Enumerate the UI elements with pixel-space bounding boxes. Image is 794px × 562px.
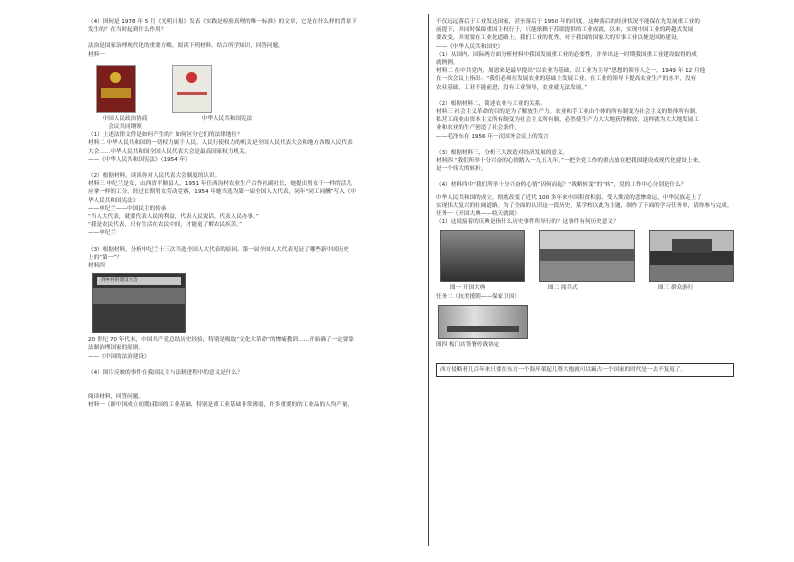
quote-source: ——申纪兰 — [88, 230, 116, 237]
mass-parade-photo — [649, 230, 734, 282]
quote-box — [436, 363, 734, 377]
q3-r: （3）根据材料三，分析三大改造对经济发展的意义。 — [436, 149, 569, 156]
fig1-caption: 图一 开国大典 — [450, 285, 486, 292]
m4r-l2: 是一个伟大的转折。 — [436, 166, 487, 173]
p1-l3: 要改变，并需要在工业化道路上，我们工业的优秀，对于我国的国家大的军事工业以便是国防建设。 — [436, 35, 683, 42]
q3-l1: （3）根据材料，分析申纪兰十三次当选全国人大代表的原因。第一届全国人大代表见证了哪些新中国历史 — [88, 246, 349, 253]
q2-r: （2）根据材料二，简述农业与工业的关系。 — [436, 100, 546, 107]
m3-l1: 材料三 申纪兰是女，山西省平顺县人，1951 年任西沟村农业生产合作社副社长，她提出男女干一样的活儿 — [88, 181, 352, 188]
m4-l2: 法制治理国家的原则。 — [88, 345, 144, 352]
q4b: （4）图片反映的事件在我国民主与法制进程中的意义是什么？ — [88, 369, 243, 376]
book1-caption-l2: 会议共同纲领 — [108, 124, 142, 131]
boxed-quote: 西方侵略者几百年来只要在东方一个海岸架起几尊大炮就可以霸占一个国家的时代是一去不复返了。 — [440, 367, 687, 374]
book-captions — [90, 115, 418, 131]
q1-quote-l1: 材料二 中华人民共和国的一切权力属于人民。人民行使权力的机关是全国人民代表大会和地方各级人民代表 — [88, 140, 353, 147]
m2-l2: 在一次会议上指出：“我们必须在发展农业的基础上发展工业，在工业的领导下提高农业生产的水平，没有 — [436, 76, 697, 83]
fig2-caption: 图二 阅兵式 — [548, 285, 578, 292]
book2-caption: 中华人民共和国宪法 — [201, 115, 253, 122]
task2: 任务二（抗美援朝——保家卫国） — [436, 293, 520, 300]
q4-line2: 发生的？在当时起到什么作用？ — [88, 27, 167, 34]
fig3-caption: 图三 群众游行 — [658, 285, 694, 292]
column-divider — [428, 14, 429, 546]
q4-line1: （4）因何是 1978 年 5 月《光明日报》发表《实践是检验真理的唯一标准》的文章，它是在什么样的背景下 — [88, 19, 357, 25]
book-images — [96, 65, 418, 113]
quote2: “我是农民代表，只有生活在农民中间，才能更了解农民疾苦。” — [88, 222, 243, 229]
constitution-book-image — [172, 65, 212, 113]
common-program-book-image — [96, 65, 136, 113]
material4-label: 材料四 — [88, 263, 105, 270]
ceremony-photos — [440, 230, 734, 282]
read-intro: 阅读材料，回答问题。 — [88, 394, 144, 401]
m3r-l2: 私营工商业由资本主义所有制变为社会主义所有制，必然使生产力大大地获得解放，这样就为大大地发展工 — [436, 117, 699, 124]
photo-banner-text: 到乡村的建设大会 — [101, 278, 138, 284]
task1: 任务一（开国大典——收天就阅） — [436, 211, 520, 218]
fig4-caption: 图四 板门店签署停战协定 — [436, 341, 500, 348]
m3r-l1: 材料三 社会主义革命的目的是为了解放生产力。农业和手工业由个体的所有制变为社会主义的集体所有制， — [436, 109, 701, 116]
q4-r: （4）材料四中“我们所举十分兴奋的心情”因何而起？“战略转变”的“转”，党的工作中心分别是什么？ — [436, 182, 687, 189]
task1-q: （1）这说接着的庆典是指什么历史事件所举行的？这事件有何历史意义？ — [436, 219, 619, 226]
q3-l2: 上的“第一”？ — [88, 254, 122, 261]
m2-l3: 农业基础，工业不能前进；没有工业领导，农业就无法发展。” — [436, 84, 588, 91]
p1-source: ——《中华人民共和国史》 — [436, 43, 504, 50]
m3r-l3: 业和农业的生产创造了社会条件。 — [436, 125, 520, 132]
book1-caption-l1: 中国人民政治协商 — [102, 115, 148, 122]
p1-l2: 前提下，并同时保障重国主权行于，只能依赖于苏联提供的工业成就，以本，实现中国工业的跨越式发展 — [436, 27, 694, 34]
intro: 法治是国家治理现代化的重要方略。阅读下列材料，结合所学知识，回答问题。 — [88, 43, 284, 50]
m4r-l1: 材料四 “我们所举十分兴奋的心情踏入一九五九年，”一把全党工作的重点放在把我国建设成现代化建设上来， — [436, 158, 704, 165]
p2-q2: 就例例。 — [436, 60, 459, 67]
m5-l1: 中华人民共和国的成立，彻底改变了近代 100 多年来中国积贫积弱、受人欺凌的悲惨命运，中华民族走上了 — [436, 194, 702, 201]
q1-quote-l2: 大会……中华人民共和国全国人民代表大会是最高国家权力机关。 — [88, 148, 251, 155]
q1: （1）上述法律文件是如何产生的？如何区分它们的法律地位？ — [88, 132, 243, 139]
m3-l2: 应拿一样的工分，经过长期男女劳动竞赛，1954 年她当选为第一届全国人大代表，同年“同工同酬”写入《中 — [88, 189, 356, 196]
m5-l2: 实现伟大复兴的壮阔道路。为了全面的认识这一段历史，某学校以此为主题，制作了下面的学习任务单，请你参与完成。 — [436, 202, 733, 209]
founding-ceremony-photo — [440, 230, 525, 282]
m2-l1: 材料二 在中共党内，周恩来是最早提出“以农业为基础，以工业为主导”思想的领导人之一。1949 年 12 月他 — [436, 68, 706, 75]
q2: （2）根据材料，谈谈你对人民代表大会制度的认识。 — [88, 173, 221, 180]
p2-q: （1）从国内、国际两方面分析材料中我国发展重工业的必要性，并举出这一时期我国重工业建设取得的成 — [436, 51, 697, 58]
p1-l1: 不仅远远落后于工业发达国家，甚至落后于 1950 年的印度。这种落后的经济状况不能保在先发展重工业的 — [436, 19, 700, 25]
left-column — [88, 18, 418, 409]
figure-captions — [450, 284, 734, 292]
armistice-photo — [438, 305, 528, 339]
m3-source: ——申纪兰——中国民主的传承 — [88, 205, 167, 212]
m3-l3: 华人民共和国宪法》 — [88, 197, 139, 204]
right-column — [436, 18, 734, 377]
m1-last: 材料一（新中国成立初期)我国的工业基础，特别是重工业基础非常薄弱，许多重要的的工业品的人均产量， — [88, 402, 354, 409]
m4-source: ——《中国的法治建设》 — [88, 353, 150, 360]
material1-label: 材料一 — [88, 51, 105, 58]
military-parade-photo — [539, 230, 636, 282]
meeting-photo — [92, 273, 186, 333]
m4-l1: 20 世纪 70 年代末，中国共产党总结历史经验，特别是吸取“文化大革命”的惨痛教训……开始确了一定要靠 — [88, 337, 354, 344]
quote1: “当人大代表，就要代表人民的利益，代表人民说话，代表人民办事。” — [88, 214, 259, 221]
m3r-source: ——毛泽东在 1956 年一次国务会议上的发言 — [436, 133, 549, 140]
q1-source: ——《中华人民共和国宪法》（1954 年） — [88, 156, 191, 163]
